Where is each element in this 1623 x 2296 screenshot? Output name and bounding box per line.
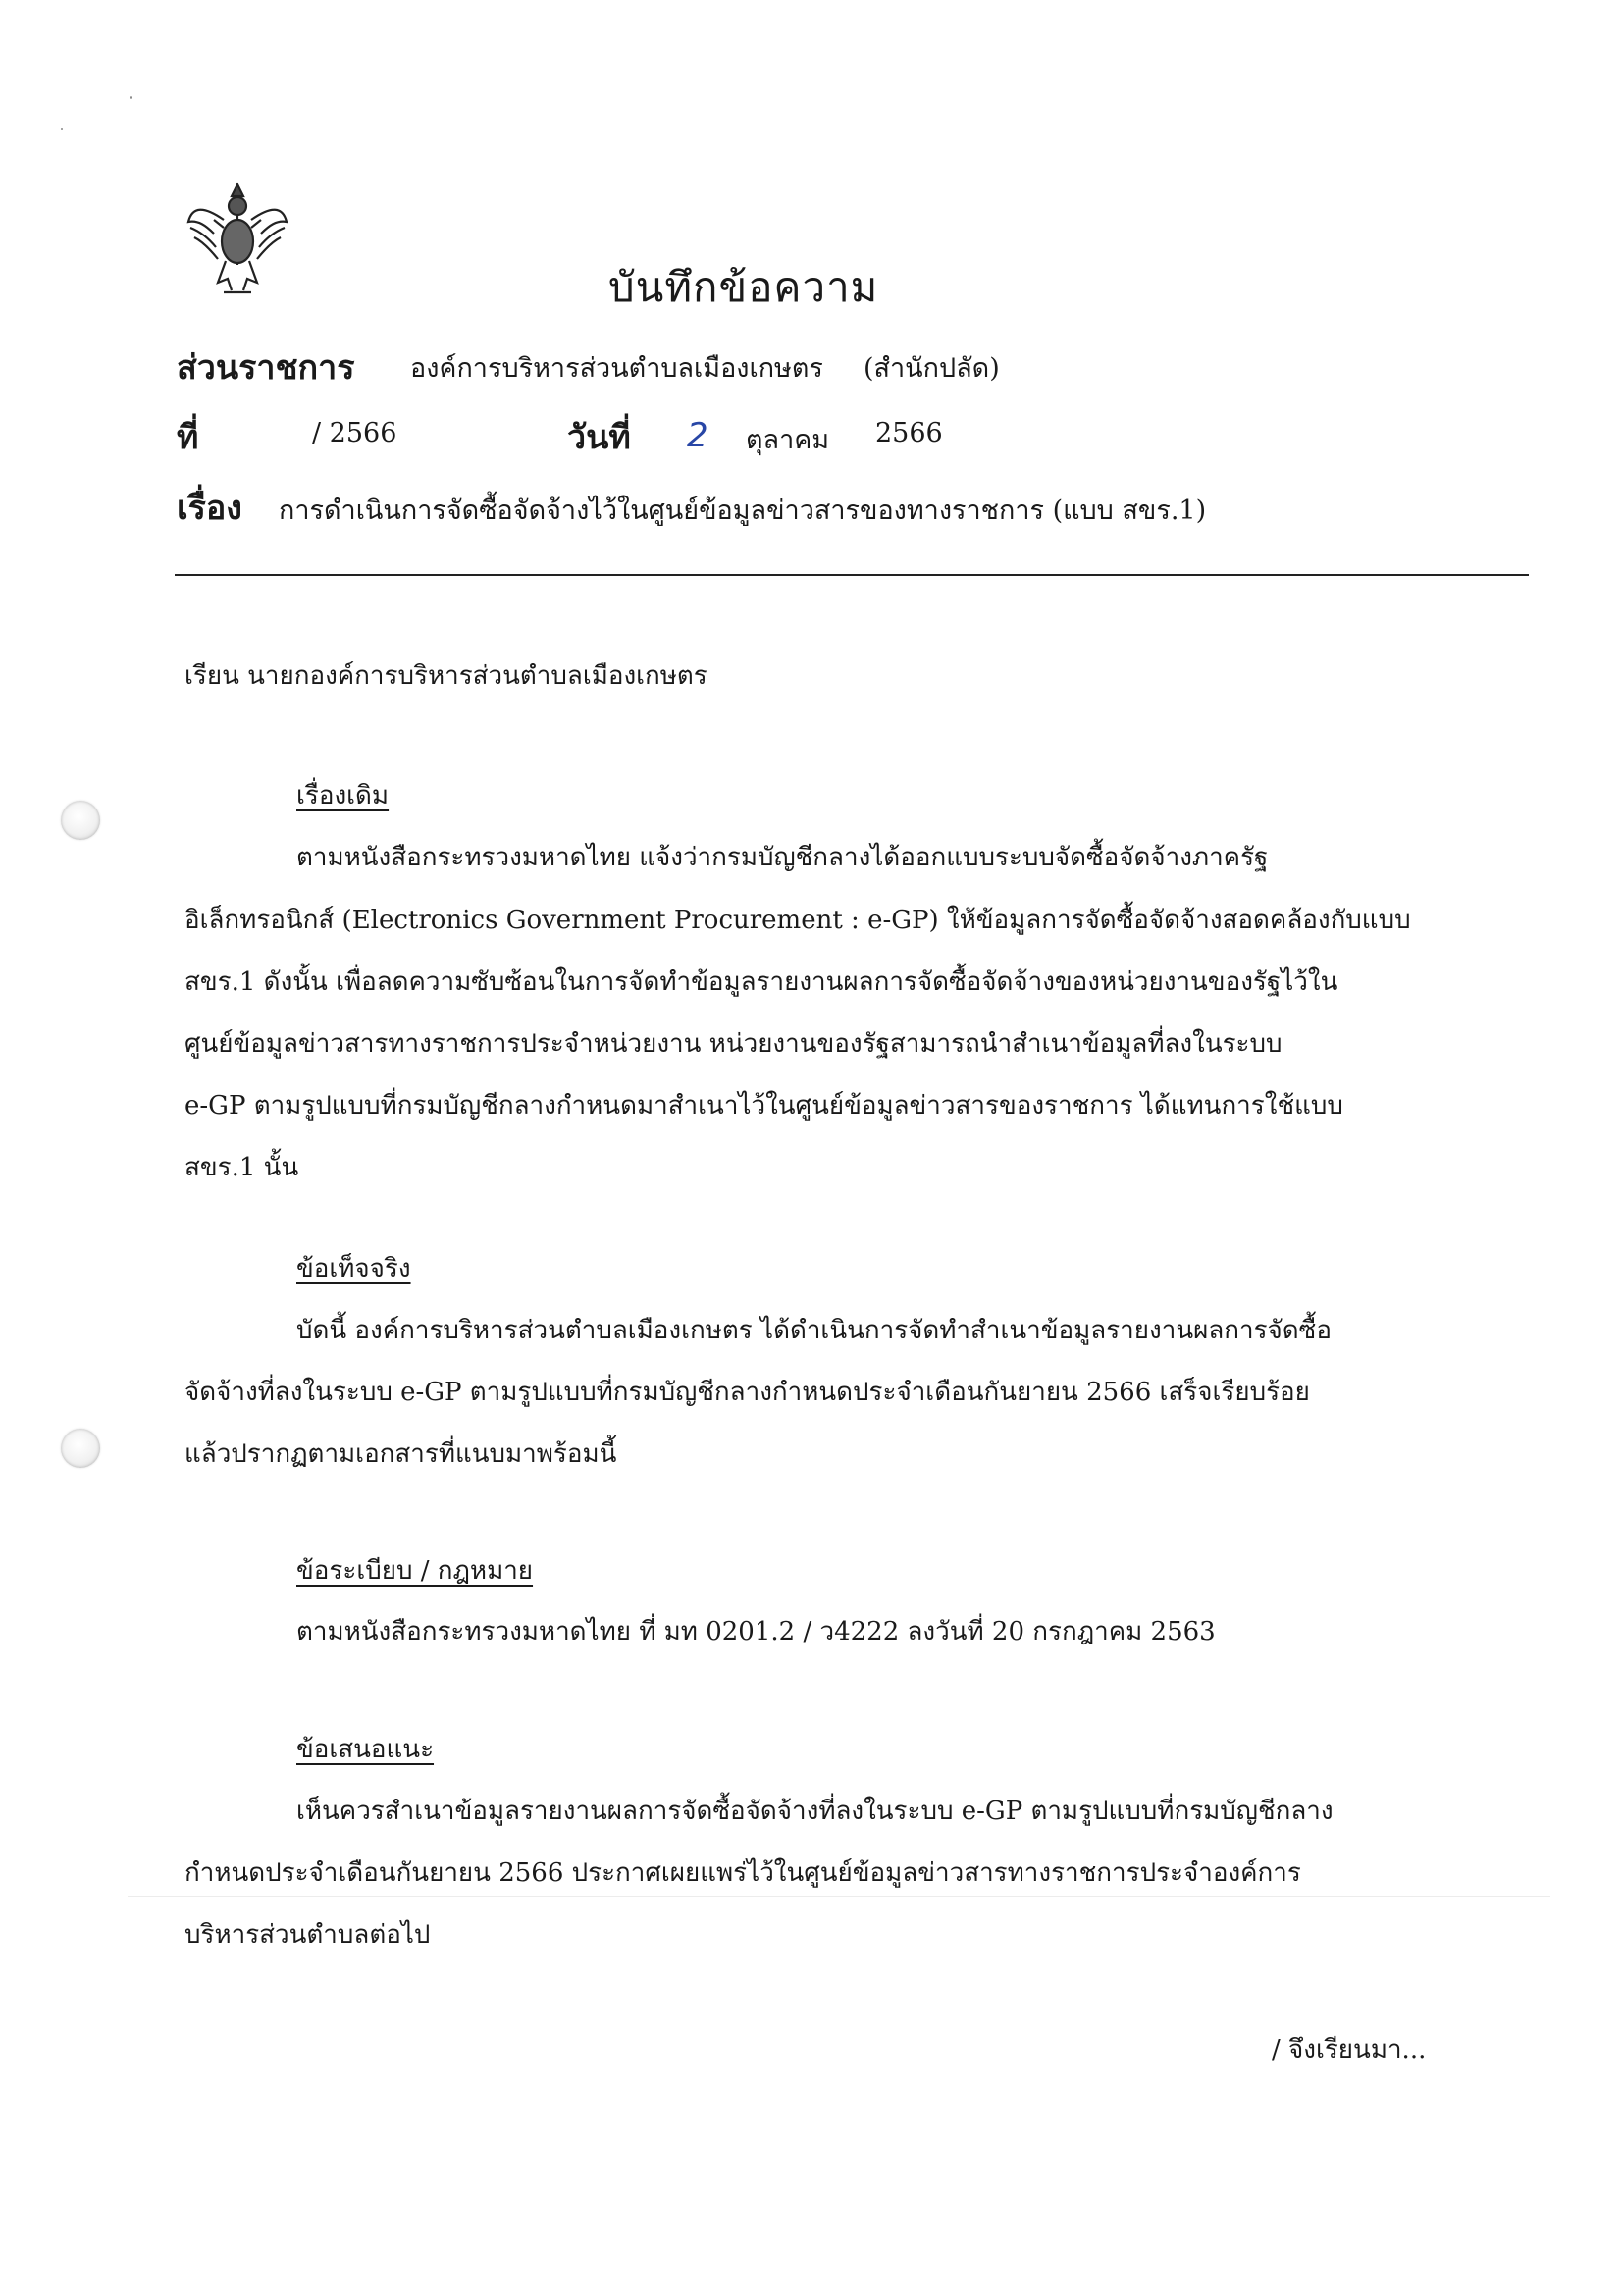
paragraph-line: อิเล็กทรอนิกส์ (Electronics Government Procurement : e-GP) ให้ข้อมูลการจัดซื้อจัดจ้างสอดคล้องกับแบบ — [184, 906, 1411, 935]
date-label: วันที่ — [567, 418, 631, 457]
punch-hole-icon — [61, 1429, 100, 1468]
agency-value: องค์การบริหารส่วนตำบลเมืองเกษตร — [410, 353, 823, 384]
subject-value: การดำเนินการจัดซื้อจัดจ้างไว้ในศูนย์ข้อมูลข่าวสารของทางราชการ (แบบ สขร.1) — [279, 496, 1207, 526]
subject-label: เรื่อง — [177, 489, 242, 528]
number-value: / 2566 — [312, 418, 397, 448]
scan-fold-line — [128, 1896, 1550, 1897]
paragraph-line: บริหารส่วนตำบลต่อไป — [184, 1920, 431, 1950]
section-heading-background: เรื่องเดิม — [296, 781, 390, 810]
agency-office: (สำนักปลัด) — [864, 353, 1000, 384]
paragraph-line: กำหนดประจำเดือนกันยายน 2566 ประกาศเผยแพร่ไว้ในศูนย์ข้อมูลข่าวสารทางราชการประจำองค์การ — [184, 1858, 1301, 1888]
date-year: 2566 — [875, 418, 943, 448]
continuation-note: / จึงเรียนมา... — [1272, 2035, 1427, 2064]
paragraph-line: e-GP ตามรูปแบบที่กรมบัญชีกลางกำหนดมาสำเนาไว้ในศูนย์ข้อมูลข่าวสารของราชการ ได้แทนการใช้แบบ — [184, 1091, 1343, 1121]
paragraph-line: บัดนี้ องค์การบริหารส่วนตำบลเมืองเกษตร ได้ดำเนินการจัดทำสำเนาข้อมูลรายงานผลการจัดซื้อ — [296, 1316, 1332, 1345]
number-label: ที่ — [177, 418, 199, 457]
section-heading-recommendation: ข้อเสนอแนะ — [296, 1735, 435, 1764]
date-day-handwritten: 2 — [687, 416, 708, 455]
paragraph-line: จัดจ้างที่ลงในระบบ e-GP ตามรูปแบบที่กรมบัญชีกลางกำหนดประจำเดือนกันยายน 2566 เสร็จเรียบร้อย — [184, 1378, 1310, 1407]
date-month: ตุลาคม — [746, 425, 830, 455]
paragraph-line: ตามหนังสือกระทรวงมหาดไทย ที่ มท 0201.2 / ว4222 ลงวันที่ 20 กรกฎาคม 2563 — [296, 1617, 1216, 1646]
punch-hole-icon — [61, 801, 100, 840]
agency-label: ส่วนราชการ — [177, 348, 355, 388]
paragraph-line: ศูนย์ข้อมูลข่าวสารทางราชการประจำหน่วยงาน หน่วยงานของรัฐสามารถนำสำเนาข้อมูลที่ลงในระบบ — [184, 1029, 1283, 1059]
section-heading-facts: ข้อเท็จจริง — [296, 1254, 411, 1283]
salutation: เรียน นายกองค์การบริหารส่วนตำบลเมืองเกษตร — [184, 661, 707, 691]
scan-speck — [130, 96, 132, 99]
scan-speck — [61, 128, 63, 130]
garuda-emblem-icon — [184, 177, 290, 302]
paragraph-line: เห็นควรสำเนาข้อมูลรายงานผลการจัดซื้อจัดจ้างที่ลงในระบบ e-GP ตามรูปแบบที่กรมบัญชีกลาง — [296, 1797, 1334, 1826]
paragraph-line: สขร.1 ดังนั้น เพื่อลดความซับซ้อนในการจัดทำข้อมูลรายงานผลการจัดซื้อจัดจ้างของหน่วยงานของรัฐไว้ใน — [184, 967, 1338, 997]
paragraph-line: แล้วปรากฏตามเอกสารที่แนบมาพร้อมนี้ — [184, 1439, 617, 1469]
memo-title: บันทึกข้อความ — [608, 263, 879, 311]
header-divider — [175, 574, 1529, 576]
paragraph-line: ตามหนังสือกระทรวงมหาดไทย แจ้งว่ากรมบัญชีกลางได้ออกแบบระบบจัดซื้อจัดจ้างภาครัฐ — [296, 843, 1269, 872]
paragraph-line: สขร.1 นั้น — [184, 1153, 299, 1182]
section-heading-regulations: ข้อระเบียบ / กฎหมาย — [296, 1556, 534, 1586]
